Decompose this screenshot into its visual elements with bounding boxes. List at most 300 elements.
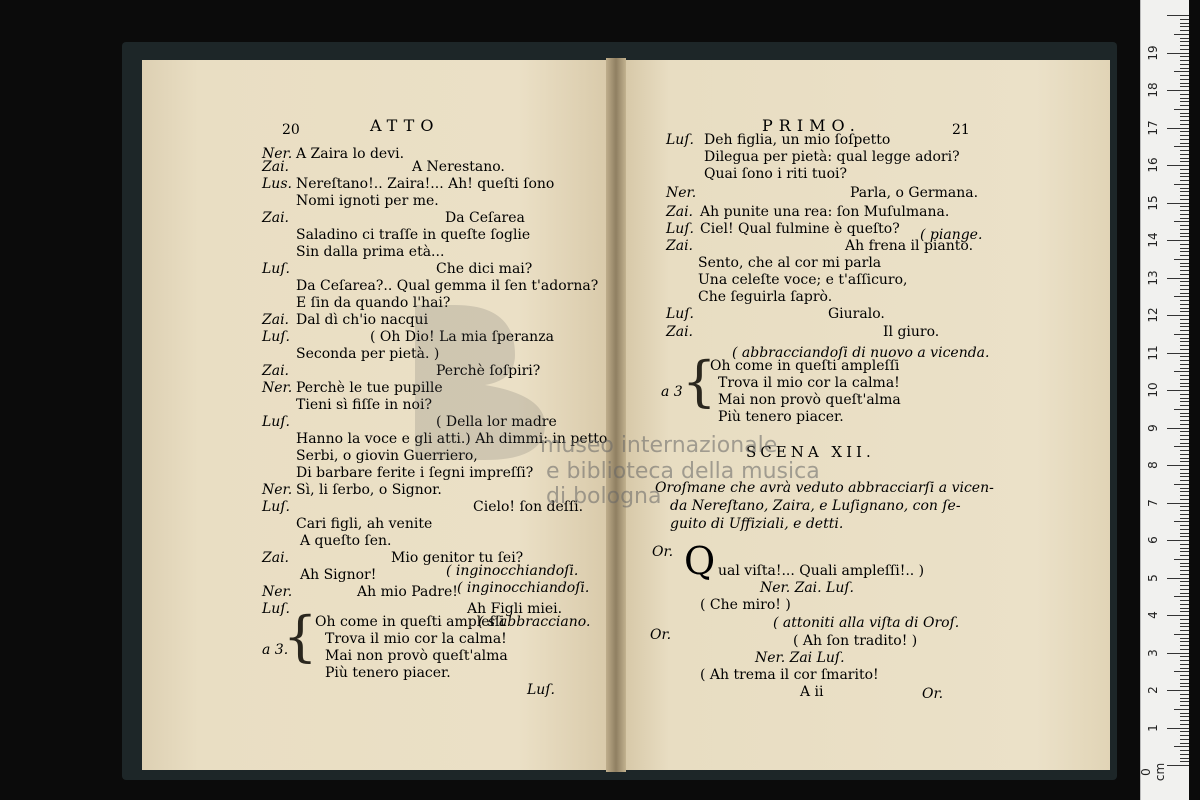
ruler-tick <box>1180 716 1189 717</box>
ruler-tick <box>1180 461 1189 462</box>
ruler-tick <box>1180 683 1189 684</box>
ruler-tick <box>1180 64 1189 65</box>
ruler-tick <box>1180 338 1189 339</box>
ruler-tick <box>1180 45 1189 46</box>
verse-line: Dilegua per pietà: qual legge adori? <box>704 149 960 165</box>
ruler-tick <box>1180 619 1189 620</box>
ruler-tick <box>1167 203 1189 204</box>
ruler-tick <box>1180 398 1189 399</box>
stage-direction: ( abbracciandoſi di nuovo a vicenda. <box>732 345 990 361</box>
ruler-tick <box>1180 300 1189 301</box>
chorus-line: Trova il mio cor la calma! <box>718 375 900 391</box>
ruler-tick <box>1180 60 1189 61</box>
speaker-label: Luſ. <box>262 261 290 277</box>
verse-line: Nomi ignoti per me. <box>296 193 439 209</box>
ruler-tick <box>1167 128 1189 129</box>
verse-line: Da Ceſarea <box>445 210 525 226</box>
speaker-label: Luſ. <box>262 329 290 345</box>
chorus-line: Più tenero piacer. <box>718 409 844 425</box>
ruler-tick <box>1180 649 1189 650</box>
verse-line: Parla, o Germana. <box>850 185 979 201</box>
ruler-tick <box>1180 349 1189 350</box>
ruler-tick <box>1180 98 1189 99</box>
ruler-tick <box>1180 544 1189 545</box>
ruler-tick <box>1180 698 1189 699</box>
speaker-label: Zai. <box>262 550 290 566</box>
ruler-tick <box>1180 210 1189 211</box>
ruler-tick <box>1167 15 1189 16</box>
ruler-tick <box>1180 750 1189 751</box>
ruler-tick <box>1180 323 1189 324</box>
ruler-tick <box>1180 154 1189 155</box>
ruler-tick <box>1180 469 1189 470</box>
ruler-tick <box>1180 143 1189 144</box>
measurement-ruler <box>1140 0 1189 800</box>
ruler-tick <box>1180 495 1189 496</box>
ruler-tick <box>1180 720 1189 721</box>
ruler-tick <box>1174 371 1189 372</box>
ruler-tick <box>1180 735 1189 736</box>
ruler-tick <box>1180 724 1189 725</box>
ruler-tick <box>1180 638 1189 639</box>
speaker-label: Zai. <box>262 210 290 226</box>
ruler-tick <box>1167 615 1189 616</box>
ruler-tick <box>1167 428 1189 429</box>
ruler-tick <box>1180 443 1189 444</box>
ruler-tick <box>1174 184 1189 185</box>
speaker-or: Or. <box>652 544 674 560</box>
page-number-left: 20 <box>282 122 300 138</box>
ruler-tick <box>1174 221 1189 222</box>
ruler-tick <box>1180 656 1189 657</box>
ruler-tick <box>1180 413 1189 414</box>
ruler-tick <box>1180 645 1189 646</box>
ruler-number: 11 <box>1146 344 1160 361</box>
ruler-tick <box>1174 484 1189 485</box>
ruler-tick <box>1180 450 1189 451</box>
ruler-tick <box>1180 364 1189 365</box>
ruler-tick <box>1180 139 1189 140</box>
ruler-tick <box>1180 626 1189 627</box>
ruler-tick <box>1180 401 1189 402</box>
ruler-number: 3 <box>1146 648 1160 657</box>
chorus-line: Più tenero piacer. <box>325 665 451 681</box>
ruler-number: 2 <box>1146 686 1160 694</box>
ruler-tick <box>1180 566 1189 567</box>
ruler-tick <box>1180 686 1189 687</box>
ruler-tick <box>1167 690 1189 691</box>
ruler-tick <box>1180 660 1189 661</box>
page-number-right: 21 <box>952 122 970 138</box>
running-head-right: PRIMO. <box>762 116 861 135</box>
scene-description-line: da Nereſtano, Zaira, e Luſignano, con ſe- <box>670 498 961 514</box>
ruler-tick <box>1180 173 1189 174</box>
watermark-line-2: e biblioteca della musica <box>546 459 820 484</box>
ruler-tick <box>1180 608 1189 609</box>
verse-line: Dal dì ch'io nacqui <box>296 312 429 328</box>
ruler-number: 8 <box>1146 461 1160 469</box>
ruler-tick <box>1180 431 1189 432</box>
ruler-tick <box>1167 278 1189 279</box>
ruler-tick <box>1180 574 1189 575</box>
verse-line: Perchè ſoſpiri? <box>436 363 541 379</box>
a3-label: a 3. <box>262 642 289 658</box>
ruler-tick <box>1180 326 1189 327</box>
ruler-tick <box>1180 251 1189 252</box>
watermark-line-1: museo internazionale <box>540 433 778 458</box>
verse-line: ual viſta!... Quali ampleſſi!.. ) <box>718 563 925 579</box>
verse-line: Che ſeguirla ſaprò. <box>698 289 833 305</box>
ruler-tick <box>1180 101 1189 102</box>
ruler-tick <box>1174 634 1189 635</box>
ruler-tick <box>1180 548 1189 549</box>
chorus-direction: ( s'abbracciano. <box>478 614 591 630</box>
ruler-tick <box>1180 611 1189 612</box>
ruler-tick <box>1174 259 1189 260</box>
ruler-tick <box>1180 289 1189 290</box>
stage-direction: ( inginocchiandoſi. <box>446 563 579 579</box>
ruler-tick <box>1180 668 1189 669</box>
ruler-tick <box>1180 319 1189 320</box>
ruler-tick <box>1180 386 1189 387</box>
brace-right: { <box>682 350 717 413</box>
ruler-tick <box>1180 368 1189 369</box>
ruler-tick <box>1180 383 1189 384</box>
ruler-tick <box>1180 135 1189 136</box>
aside: ( attoniti alla viſta di Oroſ. <box>773 615 960 631</box>
brace-left: { <box>283 605 318 668</box>
ruler-tick <box>1180 281 1189 282</box>
ruler-tick <box>1180 293 1189 294</box>
a3-label: a 3 <box>661 384 683 400</box>
ruler-tick <box>1180 30 1189 31</box>
ruler-tick <box>1180 304 1189 305</box>
ruler-tick <box>1180 356 1189 357</box>
ruler-tick <box>1180 536 1189 537</box>
ruler-tick <box>1180 420 1189 421</box>
speaker-label: Ner. <box>666 185 697 201</box>
ruler-tick <box>1180 83 1189 84</box>
scene-description-line: Oroſmane che avrà veduto abbracciarſi a vicen- <box>655 480 994 496</box>
ruler-tick <box>1174 71 1189 72</box>
drop-cap: Q <box>684 539 716 583</box>
ruler-tick <box>1180 533 1189 534</box>
speaker-label: Zai. <box>666 204 694 220</box>
verse-line: Ah mio Padre! <box>357 584 458 600</box>
ruler-tick <box>1180 506 1189 507</box>
chorus-line: Mai non provò queſt'alma <box>718 392 901 408</box>
ruler-tick <box>1180 529 1189 530</box>
ruler-tick <box>1174 671 1189 672</box>
verse-line: Giuralo. <box>828 306 885 322</box>
ruler-tick <box>1180 266 1189 267</box>
ruler-tick <box>1174 446 1189 447</box>
ruler-tick <box>1180 105 1189 106</box>
ruler-tick <box>1180 195 1189 196</box>
ruler-tick <box>1180 604 1189 605</box>
ruler-tick <box>1167 390 1189 391</box>
ruler-tick <box>1180 199 1189 200</box>
ruler-tick <box>1180 229 1189 230</box>
speaker-or: Or. <box>650 627 672 643</box>
ruler-tick <box>1180 473 1189 474</box>
ruler-tick <box>1180 218 1189 219</box>
chorus-line: Mai non provò queſt'alma <box>325 648 508 664</box>
ruler-tick <box>1174 521 1189 522</box>
ruler-tick <box>1180 308 1189 309</box>
ruler-tick <box>1180 593 1189 594</box>
ruler-tick <box>1180 360 1189 361</box>
right-page <box>620 60 1110 770</box>
ruler-tick <box>1180 518 1189 519</box>
catchword-right: Or. <box>922 686 944 702</box>
ruler-number: 16 <box>1146 157 1160 173</box>
ruler-tick <box>1174 109 1189 110</box>
ruler-tick <box>1174 34 1189 35</box>
ruler-tick <box>1180 424 1189 425</box>
ruler-number: 5 <box>1146 573 1160 582</box>
ruler-tick <box>1180 525 1189 526</box>
speaker-label: Zai. <box>262 363 290 379</box>
ruler-tick <box>1180 694 1189 695</box>
ruler-tick <box>1180 244 1189 245</box>
ruler-tick <box>1180 188 1189 189</box>
ruler-tick <box>1180 491 1189 492</box>
verse-line: E ſin da quando l'hai? <box>296 295 451 311</box>
ruler-tick <box>1180 38 1189 39</box>
chorus-line: Oh come in queſti ampleſſi <box>710 358 900 374</box>
ruler-tick <box>1180 236 1189 237</box>
ruler-tick <box>1180 375 1189 376</box>
book-gutter <box>606 58 626 772</box>
verse-line: Serbi, o giovin Guerriero, <box>296 448 478 464</box>
ruler-tick <box>1180 675 1189 676</box>
ruler-tick <box>1167 315 1189 316</box>
verse-line: Ah punite una rea: ſon Muſulmana. <box>700 204 950 220</box>
ruler-tick <box>1180 158 1189 159</box>
verse-line: Hanno la voce e gli atti.) Ah dimmi: in petto <box>296 431 608 447</box>
ruler-tick <box>1180 263 1189 264</box>
verse-line: Cielo! ſon deſſi. <box>473 499 584 515</box>
ruler-tick <box>1180 26 1189 27</box>
verse-line: Una celeſte voce; e t'aſſicuro, <box>698 272 908 288</box>
ruler-tick <box>1180 488 1189 489</box>
verse-line: Seconda per pietà. ) <box>296 346 440 362</box>
verse-line: Di barbare ferite i ſegni impreſſi? <box>296 465 534 481</box>
verse-line: Da Ceſarea?.. Qual gemma il ſen t'adorna? <box>296 278 599 294</box>
ruler-tick <box>1180 416 1189 417</box>
ruler-tick <box>1180 563 1189 564</box>
ruler-tick <box>1180 739 1189 740</box>
verse-line: ( Della lor madre <box>436 414 557 430</box>
ruler-tick <box>1167 165 1189 166</box>
ruler-tick <box>1180 285 1189 286</box>
ruler-tick <box>1180 248 1189 249</box>
ruler-tick <box>1180 641 1189 642</box>
speaker-label: Zai. <box>666 238 694 254</box>
ruler-tick <box>1180 555 1189 556</box>
speaker-label: Zai. <box>666 324 694 340</box>
ruler-tick <box>1167 578 1189 579</box>
aside: Ner. Zai. Luſ. <box>760 580 854 596</box>
chorus-line: Trova il mio cor la calma! <box>325 631 507 647</box>
ruler-tick <box>1180 86 1189 87</box>
ruler-tick <box>1180 206 1189 207</box>
ruler-tick <box>1180 458 1189 459</box>
verse-line: Il giuro. <box>883 324 940 340</box>
speaker-label: Ner. <box>262 146 293 162</box>
ruler-tick <box>1180 214 1189 215</box>
ruler-tick <box>1180 585 1189 586</box>
speaker-label: Lus. <box>262 176 292 192</box>
ruler-tick <box>1180 510 1189 511</box>
ruler-tick <box>1167 540 1189 541</box>
ruler-tick <box>1180 49 1189 50</box>
ruler-tick <box>1180 705 1189 706</box>
ruler-tick <box>1180 435 1189 436</box>
ruler-tick <box>1174 559 1189 560</box>
ruler-tick <box>1174 596 1189 597</box>
verse-line: A queſto ſen. <box>300 533 392 549</box>
ruler-tick <box>1167 240 1189 241</box>
ruler-tick <box>1180 19 1189 20</box>
ruler-tick <box>1180 679 1189 680</box>
ruler-tick <box>1180 758 1189 759</box>
verse-line: Sì, li ſerbo, o Signor. <box>296 482 442 498</box>
verse-line: Perchè le tue pupille <box>296 380 443 396</box>
aside: Ner. Zai Luſ. <box>755 650 845 666</box>
ruler-number: 18 <box>1146 82 1160 98</box>
ruler-tick <box>1174 296 1189 297</box>
verse-line: ( Ah ſon tradito! ) <box>793 633 918 649</box>
speaker-label: Luſ. <box>262 414 290 430</box>
speaker-label: Luſ. <box>262 499 290 515</box>
ruler-tick <box>1180 124 1189 125</box>
ruler-tick <box>1174 746 1189 747</box>
ruler-tick <box>1180 701 1189 702</box>
ruler-tick <box>1180 255 1189 256</box>
ruler-tick <box>1180 23 1189 24</box>
ruler-tick <box>1180 274 1189 275</box>
ruler-tick <box>1180 405 1189 406</box>
ruler-tick <box>1180 589 1189 590</box>
ruler-tick <box>1180 116 1189 117</box>
ruler-tick <box>1180 113 1189 114</box>
chorus-line: Oh come in queſti ampleſſi <box>315 614 505 630</box>
verse-line: Nereſtano!.. Zaira!... Ah! queſti ſono <box>296 176 555 192</box>
ruler-tick <box>1180 191 1189 192</box>
speaker-label: Ner. <box>262 380 293 396</box>
ruler-number: 4 <box>1146 611 1160 619</box>
verse-line: Ah Signor! <box>300 567 377 583</box>
ruler-tick <box>1180 551 1189 552</box>
ruler-tick <box>1180 75 1189 76</box>
ruler-tick <box>1167 465 1189 466</box>
verse-line: Ah frena il pianto. <box>845 238 974 254</box>
verse-line: Cari figli, ah venite <box>296 516 433 532</box>
ruler-tick <box>1180 630 1189 631</box>
ruler-number: 6 <box>1146 536 1160 544</box>
ruler-tick <box>1167 53 1189 54</box>
verse-line: ( Oh Dio! La mia ſperanza <box>370 329 554 345</box>
ruler-tick <box>1180 480 1189 481</box>
ruler-tick <box>1180 41 1189 42</box>
catchword-left: Luſ. <box>527 682 555 698</box>
verse-line: Che dici mai? <box>436 261 533 277</box>
ruler-tick <box>1174 146 1189 147</box>
ruler-number: 9 <box>1146 423 1160 432</box>
ruler-number: 10 <box>1146 382 1160 398</box>
ruler-tick <box>1180 68 1189 69</box>
scene-description-line: guito di Uffiziali, e detti. <box>670 516 844 532</box>
running-head-left: ATTO <box>370 116 440 135</box>
speaker-label: Luſ. <box>666 132 694 148</box>
ruler-tick <box>1174 709 1189 710</box>
speaker-label: Luſ. <box>666 306 694 322</box>
stage-direction: ( inginocchiandoſi. <box>457 580 590 596</box>
ruler-tick <box>1180 79 1189 80</box>
ruler-tick <box>1180 600 1189 601</box>
ruler-tick <box>1180 225 1189 226</box>
ruler-tick <box>1180 761 1189 762</box>
ruler-tick <box>1180 233 1189 234</box>
speaker-label: Luſ. <box>262 601 290 617</box>
verse-line: Saladino ci traſſe in queſte ſoglie <box>296 227 531 243</box>
ruler-number: 19 <box>1146 44 1160 61</box>
ruler-tick <box>1180 161 1189 162</box>
watermark-line-3: di bologna <box>546 484 662 509</box>
ruler-tick <box>1180 731 1189 732</box>
verse-line: Sento, che al cor mi parla <box>698 255 882 271</box>
speaker-label: Ner. <box>262 482 293 498</box>
verse-line: Sin dalla prima età... <box>296 244 445 260</box>
ruler-tick <box>1180 581 1189 582</box>
speaker-label: Luſ. <box>666 221 694 237</box>
verse-line: Mio genitor tu ſei? <box>391 550 524 566</box>
ruler-tick <box>1174 334 1189 335</box>
ruler-tick <box>1180 570 1189 571</box>
ruler-tick <box>1167 90 1189 91</box>
ruler-tick <box>1180 120 1189 121</box>
verse-line: A Zaira lo devi. <box>296 146 405 162</box>
ruler-tick <box>1180 150 1189 151</box>
ruler-tick <box>1180 379 1189 380</box>
ruler-tick <box>1180 176 1189 177</box>
ruler-tick <box>1167 653 1189 654</box>
ruler-tick <box>1180 743 1189 744</box>
ruler-tick <box>1180 439 1189 440</box>
ruler-tick <box>1180 476 1189 477</box>
ruler-tick <box>1180 330 1189 331</box>
verse-line: ( Che miro! ) <box>700 597 791 613</box>
ruler-tick <box>1180 499 1189 500</box>
speaker-label: Ner. <box>262 584 293 600</box>
ruler-tick <box>1167 353 1189 354</box>
ruler-tick <box>1180 754 1189 755</box>
ruler-tick <box>1167 503 1189 504</box>
ruler-tick <box>1180 341 1189 342</box>
ruler-tick <box>1180 94 1189 95</box>
ruler-number: 17 <box>1146 119 1160 136</box>
scene-title: SCENA XII. <box>746 443 875 461</box>
ruler-tick <box>1174 409 1189 410</box>
ruler-number: 1 <box>1146 723 1160 732</box>
ruler-number: 12 <box>1146 307 1160 323</box>
ruler-tick <box>1180 169 1189 170</box>
signature-mark: A ii <box>800 684 824 700</box>
ruler-number: 0 cm <box>1139 762 1167 782</box>
ruler-tick <box>1167 728 1189 729</box>
